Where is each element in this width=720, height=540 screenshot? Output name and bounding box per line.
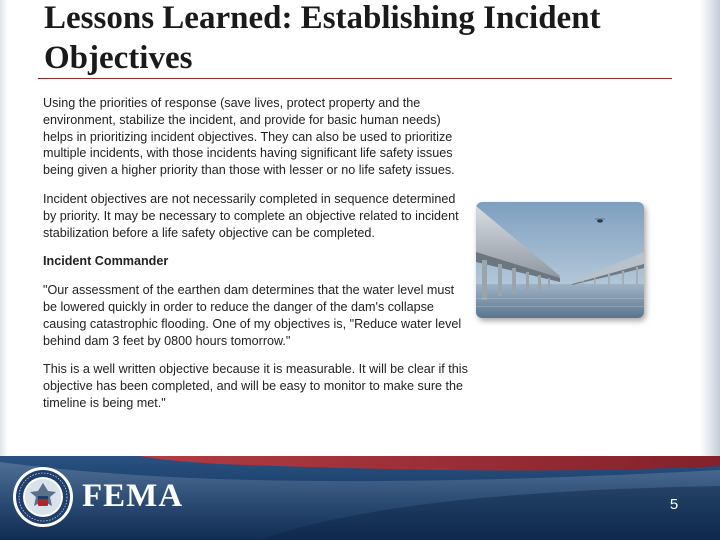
paragraph-quote: "Our assessment of the earthen dam determines that the water level must be lowered quickly in order to reduce the danger of the dam's collapse causing catastrophic flooding. One of my objectives is, "Reduce water level behind dam 3 feet by 0800 hours tomorrow." xyxy=(43,283,462,348)
slide-title: Lessons Learned: Establishing Incident Objectives xyxy=(44,0,601,76)
dhs-seal-icon xyxy=(12,466,74,528)
paragraph-measurable: This is a well written objective because it is measurable. It will be clear if this objective has been completed, and will be easy to monitor to make sure the timeline is being met." xyxy=(43,362,468,410)
right-edge-shadow xyxy=(700,0,720,460)
page-number: 5 xyxy=(669,496,679,513)
flooded-highway-photo xyxy=(476,202,644,318)
subhead-incident-commander: Incident Commander xyxy=(43,254,169,269)
paragraph-priorities: Using the priorities of response (save lives, protect property and the environment, stabilize the incident, and provide for basic human needs) helps in prioritizing incident objectives. They can also be used to prioritize multiple incidents, with those incidents having significant life safety issues being given a higher priority than those with lesser or no life safety issues. xyxy=(43,96,455,178)
fema-logo: FEMA xyxy=(82,478,184,514)
paragraph-sequence: Incident objectives are not necessarily completed in sequence determined by priority. It may be necessary to complete an objective related to incident stabilization before a life safety objective can be completed. xyxy=(43,191,459,240)
title-divider xyxy=(38,78,672,79)
left-edge-shadow xyxy=(0,0,8,460)
slide-body xyxy=(43,95,468,424)
